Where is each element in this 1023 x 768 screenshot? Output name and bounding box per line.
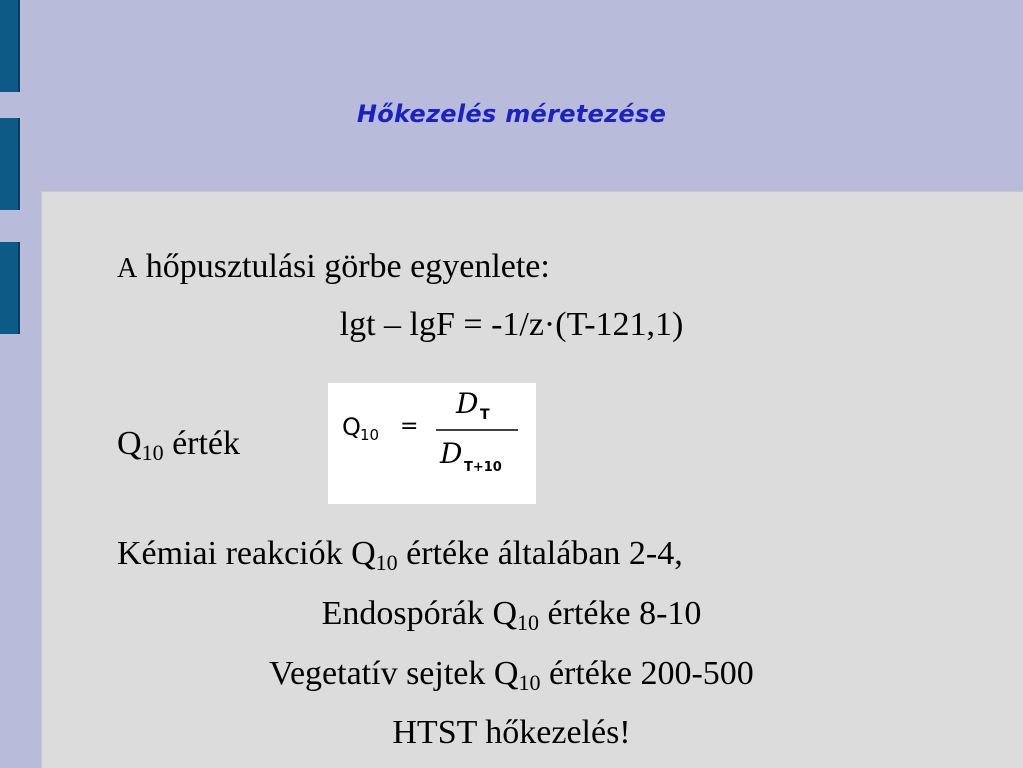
chemical-reactions-line <box>117 535 683 575</box>
slide-title: Hőkezelés méretezése <box>356 100 667 128</box>
endospores-line <box>0 595 1023 635</box>
q10-formula-image <box>328 383 536 504</box>
endo-subscript: 10 <box>517 610 540 635</box>
decorative-side-bar-top <box>0 0 20 92</box>
endo-text-pre: Endospórák Q <box>321 595 518 632</box>
formula-numerator-sub: T <box>480 407 490 423</box>
heading-text: hőpusztulási görbe egyenlete: <box>137 248 550 285</box>
q10-label <box>117 425 241 465</box>
htst-line: HTST hőkezelés! <box>392 714 631 751</box>
decorative-side-bar-middle <box>0 118 20 210</box>
heading-prefix: A <box>117 253 138 284</box>
curve-equation-heading <box>117 250 550 284</box>
q10-label-text: érték <box>163 425 241 462</box>
death-curve-equation: lgt – lgF = -1/z·(T-121,1) <box>339 306 684 343</box>
endo-text-post: értéke 8-10 <box>539 595 702 632</box>
veg-text-post: értéke 200-500 <box>540 655 754 692</box>
chem-subscript: 10 <box>375 550 398 575</box>
formula-lhs: Q <box>342 413 361 441</box>
chem-text-pre: Kémiai reakciók Q <box>117 535 376 572</box>
formula-lhs-sub: 10 <box>360 426 380 444</box>
veg-subscript: 10 <box>518 670 541 695</box>
formula-numerator: D <box>456 387 479 420</box>
q10-formula <box>328 383 536 504</box>
q10-subscript: 10 <box>141 440 164 465</box>
vegetative-cells-line <box>0 655 1023 695</box>
formula-denominator: D <box>440 437 463 470</box>
chem-text-post: értéke általában 2-4, <box>397 535 683 572</box>
q10-letter: Q <box>117 425 142 462</box>
veg-text-pre: Vegetatív sejtek Q <box>269 655 519 692</box>
formula-denominator-sub: T+10 <box>464 460 502 475</box>
formula-equals: = <box>400 414 419 439</box>
